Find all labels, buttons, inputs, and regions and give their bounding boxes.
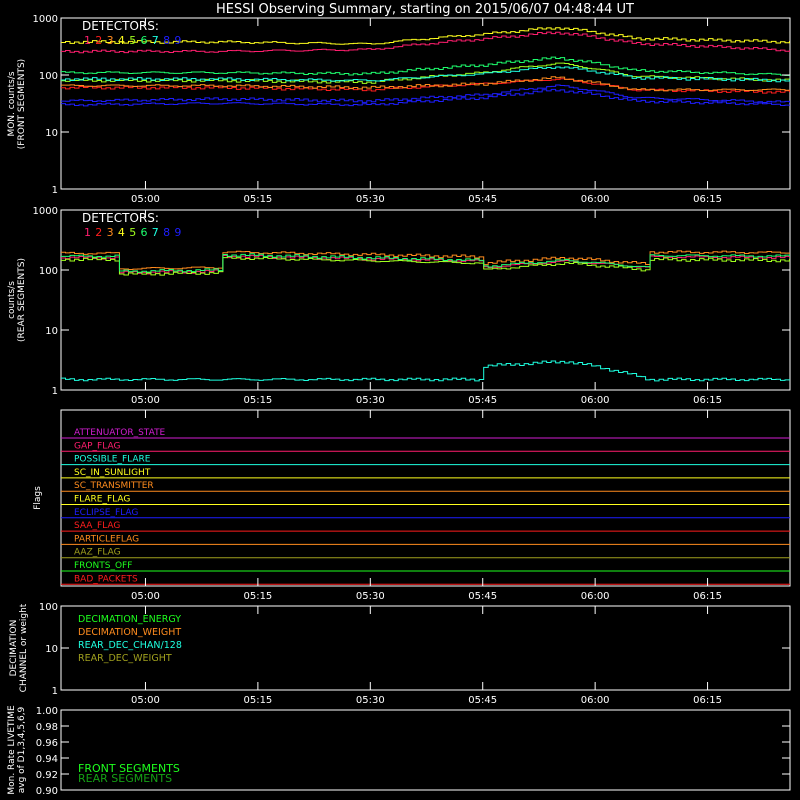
y-axis-label-line: MON. counts/s <box>7 71 17 137</box>
legend-entry-6: 6 <box>140 34 148 47</box>
series-7-line <box>61 361 789 381</box>
figure-title: HESSI Observing Summary, starting on 2015/06/07 04:48:44 UT <box>216 2 634 17</box>
legend-entry-8: 8 <box>163 34 171 47</box>
x-tick-label: 06:15 <box>693 695 722 706</box>
legend-entry-6: 6 <box>140 226 148 239</box>
y-tick-label: 0.92 <box>35 770 58 781</box>
x-tick-label: 05:30 <box>355 395 385 406</box>
flag-label: AAZ_FLAG <box>74 547 121 558</box>
legend-title: DETECTORS: <box>82 19 159 33</box>
series-6-line <box>61 57 789 76</box>
legend-entry-4: 4 <box>117 34 125 47</box>
x-tick-label: 05:00 <box>131 194 160 205</box>
y-axis-label-line: avg of D1,3,4,5,6,9 <box>17 706 27 794</box>
y-axis-label-line: (REAR SEGMENTS) <box>17 257 27 343</box>
legend-entry-9: 9 <box>174 226 182 239</box>
x-tick-label: 06:15 <box>693 194 722 205</box>
x-tick-label: 06:00 <box>580 591 610 602</box>
y-tick-label: 0.94 <box>35 754 58 765</box>
x-tick-label: 05:00 <box>131 395 160 406</box>
legend-entry: REAR SEGMENTS <box>78 772 173 785</box>
y-axis-label-line: Mon. Rate LIVETIME <box>7 705 17 795</box>
x-tick-label: 05:45 <box>468 695 498 706</box>
panel-flags-frame <box>61 410 790 586</box>
x-tick-label: 05:45 <box>468 395 498 406</box>
legend-entry-2: 2 <box>95 34 103 47</box>
legend-entry: DECIMATION_WEIGHT <box>78 627 182 638</box>
x-tick-label: 05:30 <box>355 194 385 205</box>
flag-label: BAD_PACKETS <box>74 574 138 585</box>
y-tick-label: 10 <box>45 326 58 337</box>
series-8-line <box>61 85 789 103</box>
y-tick-label: 0.90 <box>35 786 58 797</box>
y-tick-label: 1.00 <box>35 706 58 717</box>
y-axis-label-line: Flags <box>33 486 43 510</box>
y-tick-label: 1 <box>51 185 58 196</box>
x-tick-label: 06:15 <box>693 591 722 602</box>
flag-label: FLARE_FLAG <box>74 494 131 505</box>
x-tick-label: 06:15 <box>693 395 722 406</box>
legend-entry-7: 7 <box>151 226 159 239</box>
flag-label: SC_TRANSMITTER <box>74 481 154 492</box>
x-tick-label: 06:00 <box>580 194 610 205</box>
y-axis-label-line: counts/s <box>7 281 17 319</box>
flag-label: FRONTS_OFF <box>74 561 133 571</box>
legend-entry-1: 1 <box>84 34 91 47</box>
flag-label: SAA_FLAG <box>74 521 121 532</box>
panel-livetime-ylabel <box>7 705 27 795</box>
panel-rear-frame <box>61 210 790 390</box>
series-4-line <box>61 28 789 45</box>
x-tick-label: 05:15 <box>243 194 273 205</box>
flag-label: GAP_FLAG <box>74 441 121 452</box>
legend-entry-5: 5 <box>129 34 137 47</box>
x-tick-label: 05:30 <box>355 591 385 602</box>
x-tick-label: 05:30 <box>355 695 385 706</box>
panel-rear-ylabel <box>7 258 27 342</box>
panel-decimation-ylabel <box>9 603 29 692</box>
flag-label: SC_IN_SUNLIGHT <box>74 467 151 478</box>
y-axis-label-line: CHANNEL or weight <box>19 603 29 693</box>
flag-label: PARTICLEFLAG <box>74 534 140 545</box>
flag-label: ECLIPSE_FLAG <box>74 507 139 518</box>
flag-label: ATTENUATOR_STATE <box>74 428 166 438</box>
y-tick-label: 0.96 <box>35 738 58 749</box>
x-tick-label: 05:00 <box>131 695 160 706</box>
y-tick-label: 10 <box>45 644 58 655</box>
legend-entry-9: 9 <box>174 34 182 47</box>
y-tick-label: 100 <box>38 71 58 82</box>
y-tick-label: 1 <box>51 686 58 697</box>
legend-entry: REAR_DEC_CHAN/128 <box>78 640 182 651</box>
y-tick-label: 0.98 <box>35 722 58 733</box>
legend-entry-1: 1 <box>84 226 91 239</box>
x-tick-label: 05:00 <box>131 591 160 602</box>
legend-entry-7: 7 <box>151 34 159 47</box>
legend-entry: FRONT SEGMENTS <box>78 762 180 775</box>
x-tick-label: 05:45 <box>468 591 498 602</box>
y-axis-label-line: DECIMATION <box>9 619 19 677</box>
x-tick-label: 05:45 <box>468 194 498 205</box>
x-tick-label: 05:15 <box>243 395 273 406</box>
y-axis-label-line: (FRONT SEGMENTS) <box>17 58 27 150</box>
flag-label: POSSIBLE_FLARE <box>74 454 151 465</box>
legend-entry-2: 2 <box>95 226 103 239</box>
legend-entry-4: 4 <box>117 226 125 239</box>
x-tick-label: 05:15 <box>243 695 273 706</box>
legend-entry-8: 8 <box>163 226 171 239</box>
legend-entry-5: 5 <box>129 226 137 239</box>
legend-title: DETECTORS: <box>82 211 159 225</box>
legend-entry-3: 3 <box>106 34 114 47</box>
y-tick-label: 100 <box>38 266 58 277</box>
panel-front-ylabel <box>7 59 27 149</box>
y-tick-label: 100 <box>38 602 58 613</box>
legend-entry-3: 3 <box>106 226 114 239</box>
legend-entry: REAR_DEC_WEIGHT <box>78 653 172 664</box>
y-tick-label: 1000 <box>32 206 58 217</box>
x-tick-label: 06:00 <box>580 695 610 706</box>
panel-flags-ylabel <box>33 486 43 510</box>
y-tick-label: 1 <box>51 386 58 397</box>
x-tick-label: 06:00 <box>580 395 610 406</box>
x-tick-label: 05:15 <box>243 591 273 602</box>
y-tick-label: 10 <box>45 128 58 139</box>
legend-entry: DECIMATION_ENERGY <box>78 614 182 625</box>
y-tick-label: 1000 <box>32 14 58 25</box>
